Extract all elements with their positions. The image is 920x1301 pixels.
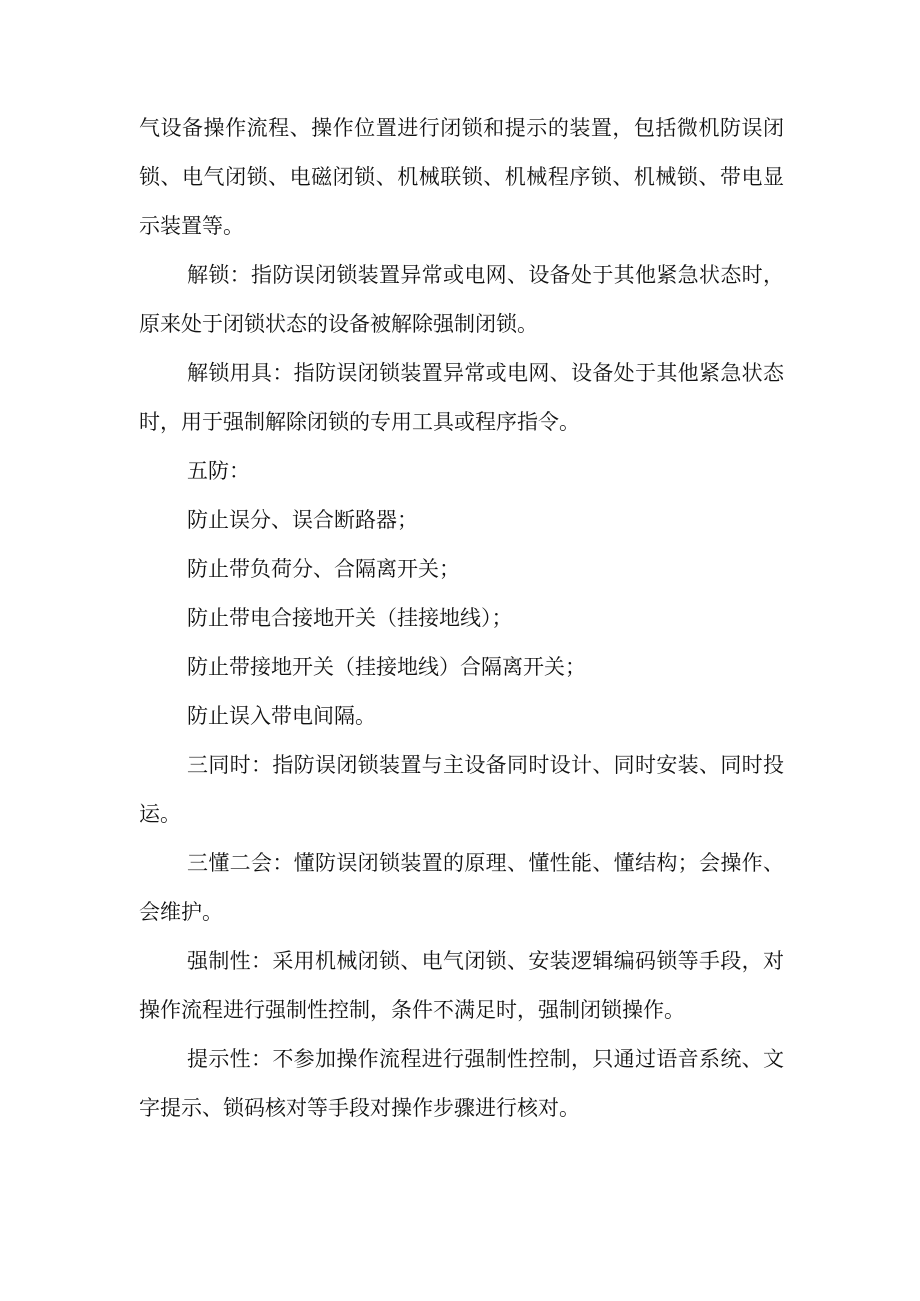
paragraph-unlock-tool-definition: 解锁用具：指防误闭锁装置异常或电网、设备处于其他紧急状态时，用于强制解除闭锁的专用工具或程序指令。 <box>139 361 784 434</box>
document-body <box>139 104 784 1133</box>
paragraph-unlock-definition: 解锁：指防误闭锁装置异常或电网、设备处于其他紧急状态时，原来处于闭锁状态的设备被解除强制闭锁。 <box>139 263 784 336</box>
paragraph-continuation: 气设备操作流程、操作位置进行闭锁和提示的装置，包括微机防误闭锁、电气闭锁、电磁闭锁、机械联锁、机械程序锁、机械锁、带电显示装置等。 <box>139 116 784 238</box>
paragraph-five-prevention-heading: 五防： <box>187 459 250 483</box>
paragraph-three-understand-two-can: 三懂二会：懂防误闭锁装置的原理、懂性能、懂结构；会操作、会维护。 <box>139 851 784 924</box>
list-item-prevention-1: 防止误分、误合断路器； <box>187 508 418 532</box>
list-item-prevention-2: 防止带负荷分、合隔离开关； <box>187 557 460 581</box>
list-item-prevention-3: 防止带电合接地开关（挂接地线）； <box>187 606 513 630</box>
paragraph-prompting: 提示性：不参加操作流程进行强制性控制，只通过语音系统、文字提示、锁码核对等手段对操作步骤进行核对。 <box>139 1047 784 1120</box>
paragraph-three-simultaneous: 三同时：指防误闭锁装置与主设备同时设计、同时安装、同时投运。 <box>139 753 784 826</box>
list-item-prevention-5: 防止误入带电间隔。 <box>187 704 376 728</box>
paragraph-mandatory: 强制性：采用机械闭锁、电气闭锁、安装逻辑编码锁等手段，对操作流程进行强制性控制，条件不满足时，强制闭锁操作。 <box>139 949 784 1022</box>
list-item-prevention-4: 防止带接地开关（挂接地线）合隔离开关； <box>187 655 586 679</box>
